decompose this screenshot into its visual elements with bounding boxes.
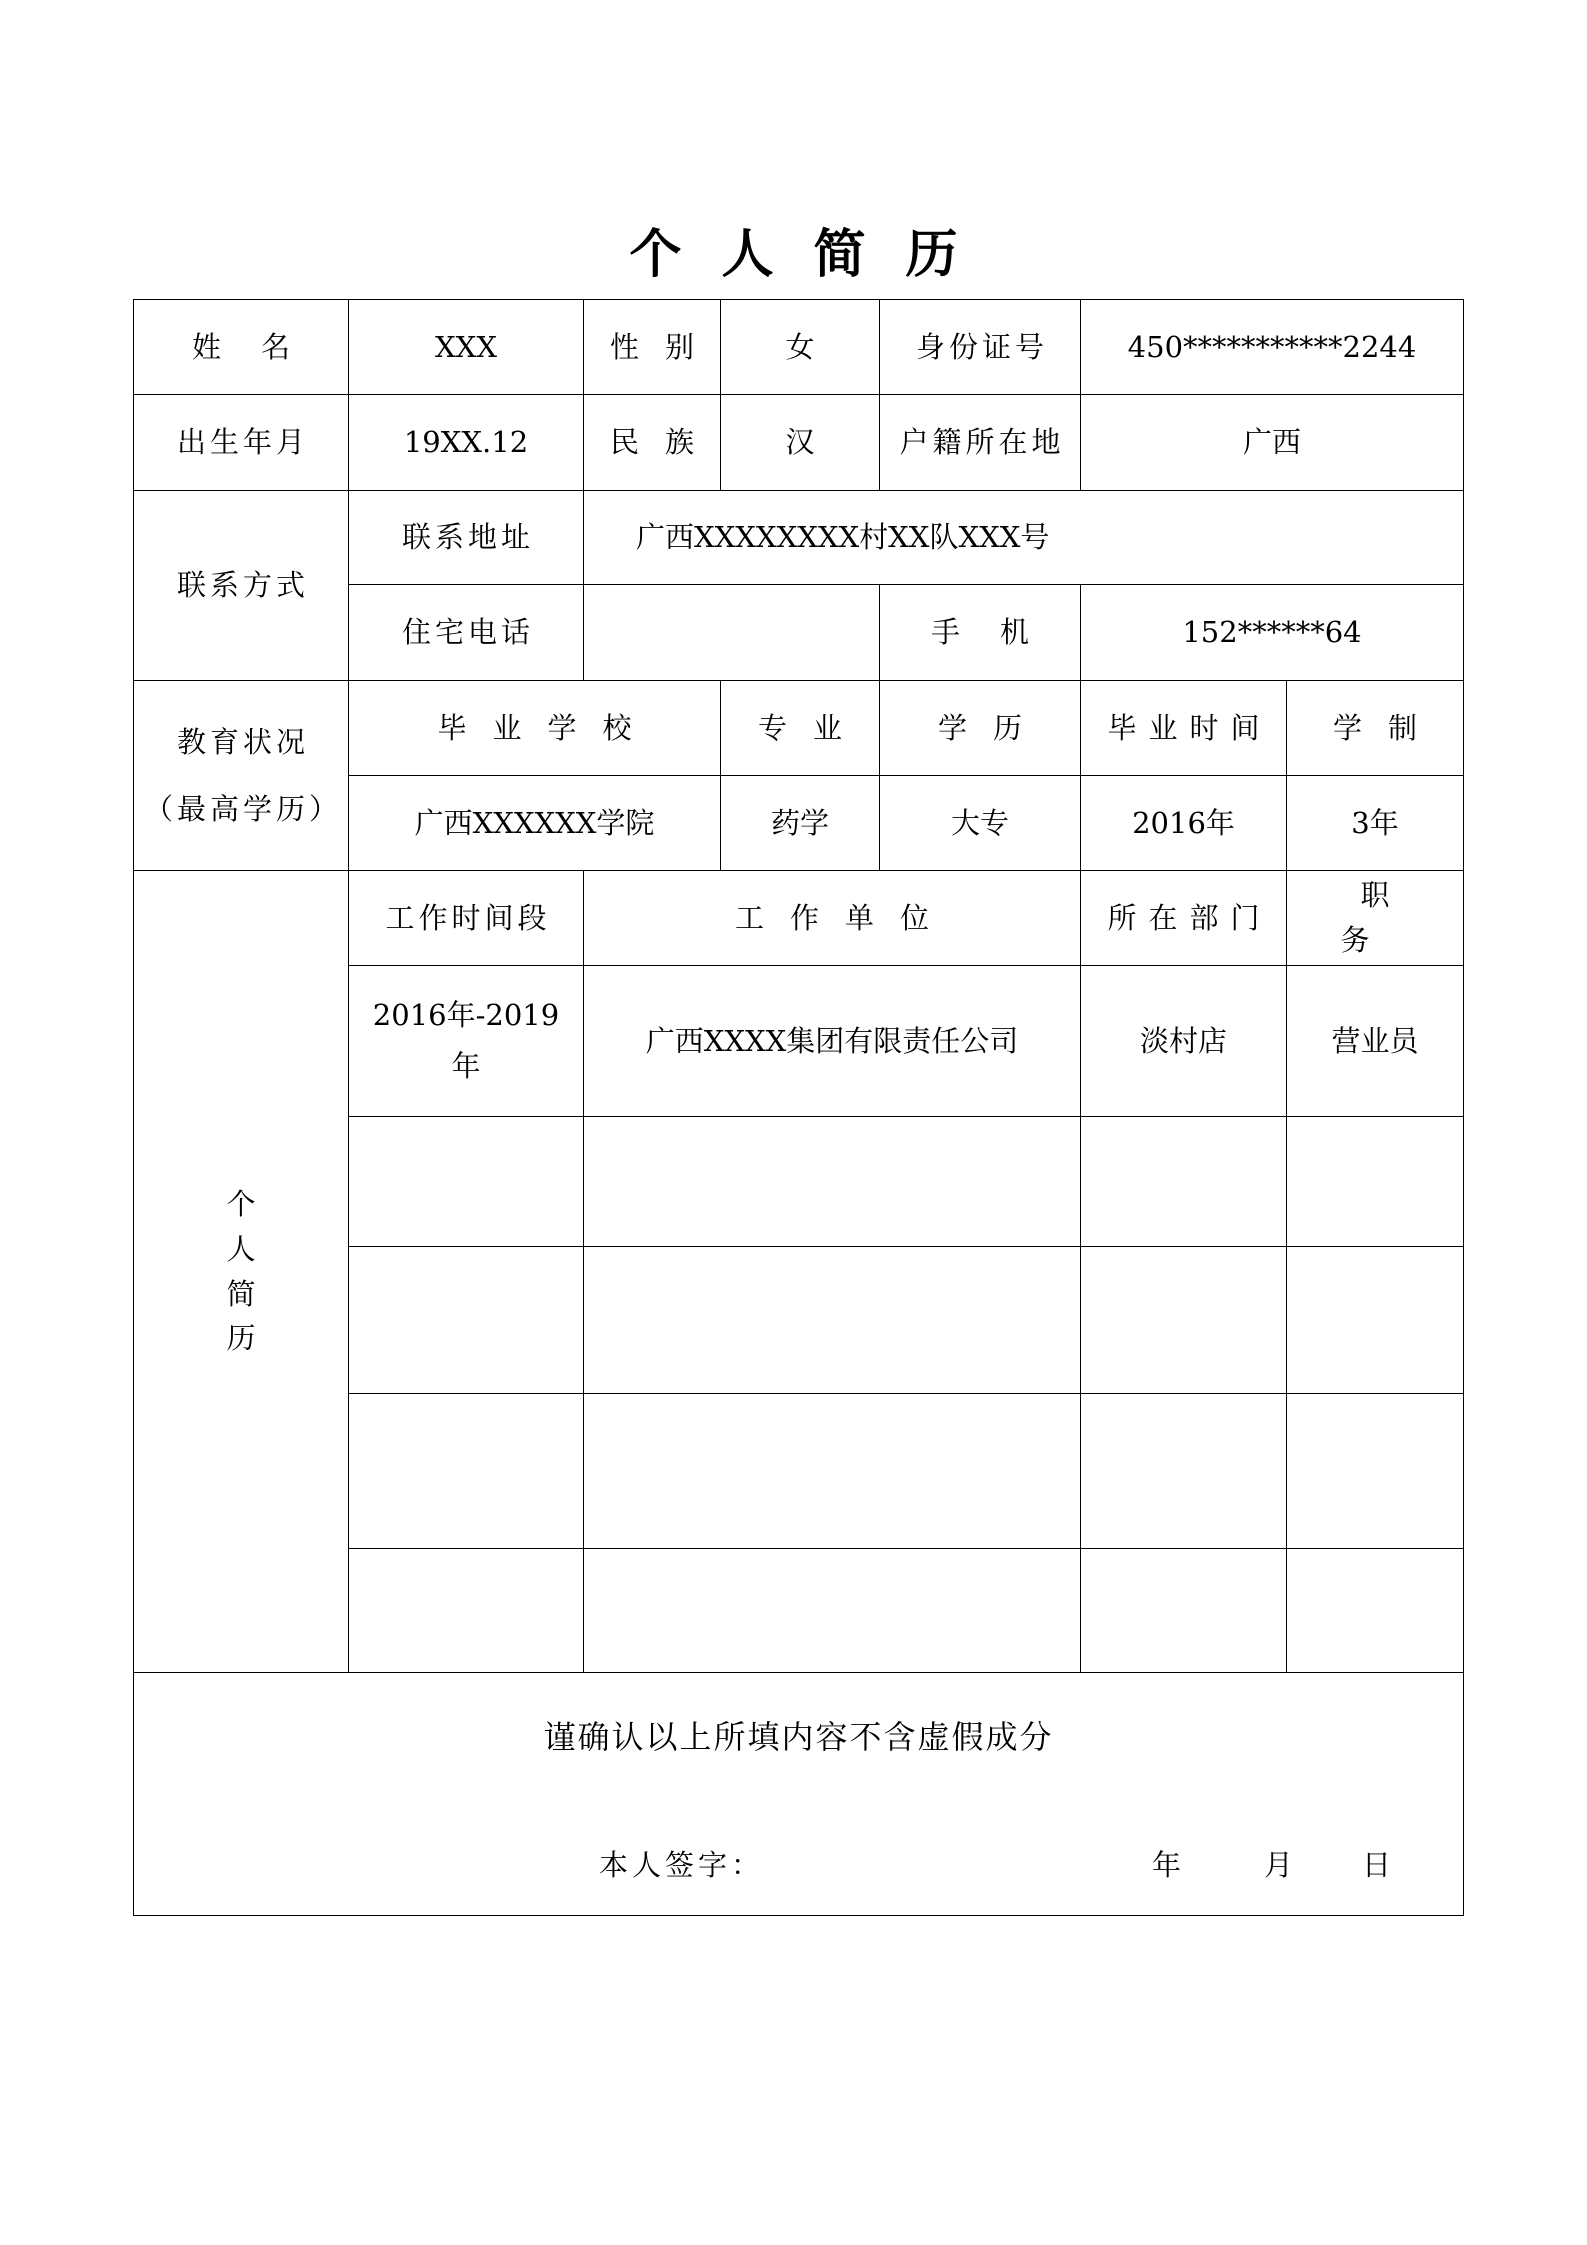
phone-label: 住宅电话 [349, 585, 584, 681]
row-experience-header [134, 871, 1464, 966]
row-basic-2 [134, 395, 1464, 491]
exp-header-period: 工作时间段 [349, 871, 584, 966]
exp-period[interactable]: 2016年-2019年 [349, 966, 584, 1117]
date-year-label: 年 [1152, 1848, 1182, 1882]
address-value[interactable]: 广西XXXXXXXX村XX队XXX号 [584, 491, 1464, 585]
experience-label-char: 简 [226, 1276, 256, 1311]
exp-period[interactable] [349, 1394, 584, 1549]
exp-dept[interactable] [1081, 1117, 1287, 1247]
exp-period[interactable] [349, 1247, 584, 1394]
birth-label: 出生年月 [134, 395, 349, 491]
id-label: 身份证号 [880, 300, 1081, 395]
birth-value[interactable]: 19XX.12 [349, 395, 584, 491]
hukou-value[interactable]: 广西 [1081, 395, 1464, 491]
exp-company[interactable] [584, 1247, 1081, 1394]
exp-header-dept: 所在部门 [1081, 871, 1287, 966]
page-title: 个人简历 [629, 224, 998, 285]
exp-period[interactable] [349, 1549, 584, 1673]
exp-position[interactable] [1287, 1549, 1464, 1673]
edu-gradtime-value[interactable]: 2016年 [1081, 776, 1287, 871]
name-label: 姓名 [134, 300, 349, 395]
exp-company[interactable] [584, 1549, 1081, 1673]
edu-degree-value[interactable]: 大专 [880, 776, 1081, 871]
exp-company[interactable] [584, 1117, 1081, 1247]
row-contact-address [134, 491, 1464, 585]
phone-value[interactable] [584, 585, 880, 681]
edu-header-duration: 学制 [1287, 681, 1464, 776]
experience-label-char: 个 [226, 1186, 256, 1221]
id-value[interactable]: 450***********2244 [1081, 300, 1464, 395]
address-label: 联系地址 [349, 491, 584, 585]
gender-label: 性别 [584, 300, 721, 395]
edu-header-gradtime: 毕业时间 [1081, 681, 1287, 776]
edu-header-degree: 学历 [880, 681, 1081, 776]
exp-company[interactable]: 广西XXXX集团有限责任公司 [584, 966, 1081, 1117]
exp-company[interactable] [584, 1394, 1081, 1549]
ethnic-label: 民族 [584, 395, 721, 491]
mobile-value[interactable]: 152******64 [1081, 585, 1464, 681]
exp-dept[interactable] [1081, 1247, 1287, 1394]
exp-position[interactable] [1287, 1394, 1464, 1549]
exp-header-position: 职务 [1287, 871, 1464, 966]
edu-school-value[interactable]: 广西XXXXXX学院 [349, 776, 721, 871]
date-month-label: 月 [1264, 1848, 1294, 1882]
experience-label [134, 871, 349, 1673]
edu-header-school: 毕业学校 [349, 681, 721, 776]
contact-label: 联系方式 [134, 491, 349, 681]
exp-position[interactable] [1287, 1247, 1464, 1394]
mobile-label: 手机 [880, 585, 1081, 681]
exp-dept[interactable] [1081, 1549, 1287, 1673]
exp-period[interactable] [349, 1117, 584, 1247]
row-education-header [134, 681, 1464, 776]
hukou-label: 户籍所在地 [880, 395, 1081, 491]
exp-position[interactable] [1287, 1117, 1464, 1247]
edu-duration-value[interactable]: 3年 [1287, 776, 1464, 871]
resume-table [133, 299, 1464, 1916]
edu-major-value[interactable]: 药学 [721, 776, 880, 871]
exp-position[interactable]: 营业员 [1287, 966, 1464, 1117]
name-value[interactable]: XXX [349, 300, 584, 395]
experience-label-char: 历 [226, 1321, 256, 1356]
row-confirmation [134, 1673, 1464, 1916]
exp-header-company: 工作单位 [584, 871, 1081, 966]
confirmation-cell [134, 1673, 1464, 1916]
experience-label-char: 人 [226, 1231, 256, 1266]
exp-dept[interactable] [1081, 1394, 1287, 1549]
gender-value[interactable]: 女 [721, 300, 880, 395]
education-label-line1: 教育状况 [176, 724, 309, 759]
signature-label: 本人签字： [599, 1848, 765, 1882]
education-label-line2: （最高学历） [143, 791, 342, 826]
education-label [134, 681, 349, 871]
edu-header-major: 专业 [721, 681, 880, 776]
confirmation-text: 谨确认以上所填内容不含虚假成分 [543, 1718, 1054, 1756]
ethnic-value[interactable]: 汉 [721, 395, 880, 491]
date-day-label: 日 [1362, 1848, 1392, 1882]
exp-dept[interactable]: 淡村店 [1081, 966, 1287, 1117]
row-basic-1 [134, 300, 1464, 395]
